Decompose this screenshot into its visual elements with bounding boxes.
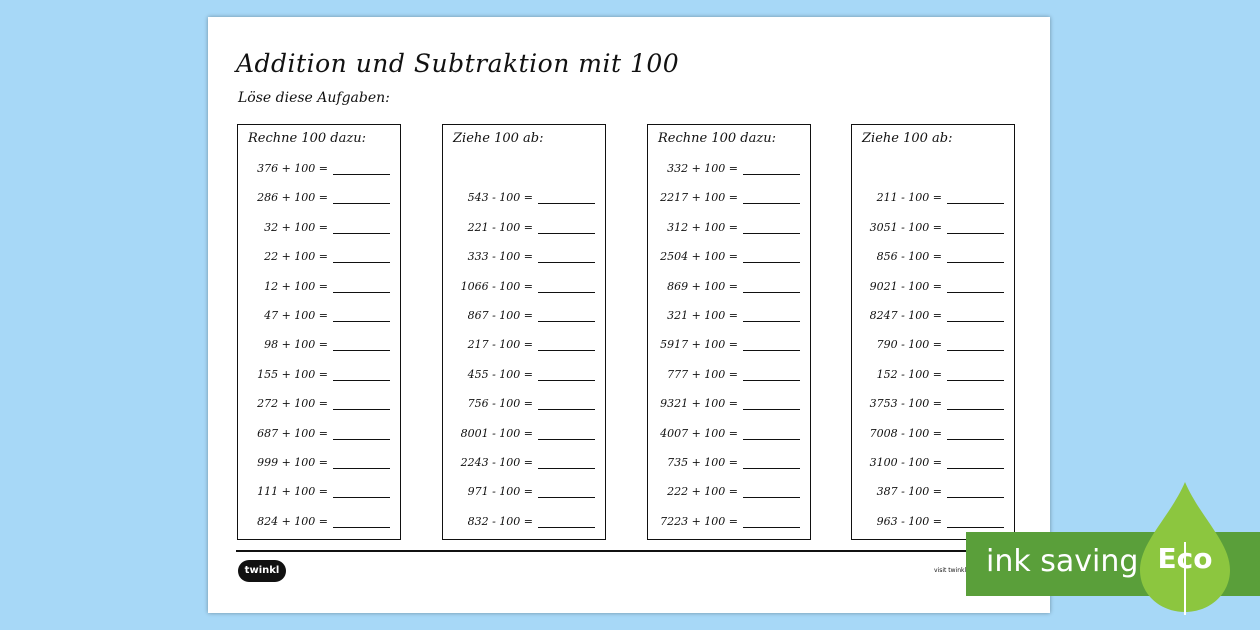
exercise-row [852, 246, 1014, 266]
exercise-expression: 2243 - 100 = [460, 456, 533, 469]
exercise-expression: 321 + 100 = [667, 309, 738, 322]
answer-line[interactable] [743, 232, 800, 234]
exercise-row [648, 423, 810, 443]
exercise-row [443, 423, 605, 443]
exercise-row [238, 481, 400, 501]
exercise-expression: 152 - 100 = [876, 367, 942, 381]
exercise-expression: 286 + 100 = [257, 191, 328, 205]
answer-line[interactable] [743, 173, 800, 175]
answer-line[interactable] [947, 291, 1004, 293]
exercise-expression: 735 + 100 = [667, 456, 738, 469]
answer-line[interactable] [333, 320, 390, 322]
exercise-row [648, 364, 810, 384]
exercise-expression: 790 - 100 = [876, 338, 942, 352]
ink-saving-label: ink saving [986, 544, 1139, 579]
worksheet-instructions: Löse diese Aufgaben: [238, 90, 390, 106]
exercise-column-2 [442, 124, 606, 540]
answer-line[interactable] [333, 467, 390, 469]
answer-line[interactable] [538, 320, 595, 322]
exercise-row [852, 334, 1014, 354]
exercise-expression: 2217 + 100 = [660, 191, 738, 205]
exercise-row [443, 276, 605, 296]
exercise-expression: 312 + 100 = [667, 220, 738, 234]
answer-line[interactable] [333, 379, 390, 381]
column-heading: Ziehe 100 ab: [453, 131, 544, 146]
exercise-expression: 3100 - 100 = [869, 456, 942, 469]
exercise-expression: 155 + 100 = [257, 367, 328, 381]
exercise-row [648, 217, 810, 237]
answer-line[interactable] [947, 467, 1004, 469]
exercise-row [852, 305, 1014, 325]
exercise-expression: 376 + 100 = [257, 162, 328, 175]
exercise-expression: 98 + 100 = [264, 338, 328, 352]
exercise-row [443, 334, 605, 354]
exercise-row [443, 393, 605, 413]
answer-line[interactable] [743, 349, 800, 351]
answer-line[interactable] [947, 232, 1004, 234]
exercise-row [648, 158, 810, 178]
exercise-row [238, 305, 400, 325]
answer-line[interactable] [538, 291, 595, 293]
answer-line[interactable] [538, 232, 595, 234]
exercise-row [238, 187, 400, 207]
exercise-expression: 687 + 100 = [257, 426, 328, 440]
exercise-column-4 [851, 124, 1015, 540]
answer-line[interactable] [538, 496, 595, 498]
exercise-expression: 8247 - 100 = [869, 309, 942, 322]
exercise-column-3 [647, 124, 811, 540]
visit-link[interactable]: visit twinkl [934, 567, 967, 574]
exercise-expression: 7008 - 100 = [869, 426, 942, 440]
exercise-expression: 999 + 100 = [257, 456, 328, 469]
exercise-expression: 9321 + 100 = [660, 397, 738, 411]
exercise-expression: 4007 + 100 = [660, 426, 738, 440]
exercise-expression: 9021 - 100 = [869, 279, 942, 293]
answer-line[interactable] [947, 379, 1004, 381]
exercise-row [238, 246, 400, 266]
exercise-row [238, 511, 400, 531]
answer-line[interactable] [947, 526, 1004, 528]
answer-line[interactable] [743, 438, 800, 440]
answer-line[interactable] [947, 496, 1004, 498]
answer-line[interactable] [333, 438, 390, 440]
exercise-row [238, 158, 400, 178]
answer-line[interactable] [538, 408, 595, 410]
column-heading: Rechne 100 dazu: [248, 131, 366, 146]
exercise-expression: 3051 - 100 = [869, 220, 942, 234]
answer-line[interactable] [743, 408, 800, 410]
exercise-row [852, 364, 1014, 384]
exercise-row [852, 217, 1014, 237]
answer-line[interactable] [333, 173, 390, 175]
exercise-row [648, 481, 810, 501]
exercise-row [443, 305, 605, 325]
answer-line[interactable] [743, 320, 800, 322]
exercise-row [238, 217, 400, 237]
answer-line[interactable] [743, 496, 800, 498]
exercise-expression: 963 - 100 = [876, 514, 942, 528]
exercise-expression: 7223 + 100 = [660, 514, 738, 528]
answer-line[interactable] [333, 496, 390, 498]
exercise-expression: 832 - 100 = [467, 514, 533, 528]
exercise-row [852, 393, 1014, 413]
exercise-row [648, 393, 810, 413]
exercise-column-1 [237, 124, 401, 540]
answer-line[interactable] [333, 202, 390, 204]
exercise-row [852, 187, 1014, 207]
exercise-row [238, 452, 400, 472]
answer-line[interactable] [743, 526, 800, 528]
exercise-row [443, 246, 605, 266]
exercise-expression: 2504 + 100 = [660, 250, 738, 264]
exercise-expression: 217 - 100 = [467, 338, 533, 352]
answer-line[interactable] [333, 526, 390, 528]
answer-line[interactable] [333, 408, 390, 410]
exercise-expression: 5917 + 100 = [660, 338, 738, 352]
answer-line[interactable] [538, 261, 595, 263]
exercise-expression: 1066 - 100 = [460, 279, 533, 293]
exercise-row [648, 305, 810, 325]
exercise-row [238, 393, 400, 413]
exercise-expression: 824 + 100 = [257, 514, 328, 528]
exercise-expression: 272 + 100 = [257, 397, 328, 411]
exercise-row [648, 511, 810, 531]
eco-label: Eco [1157, 542, 1213, 575]
exercise-expression: 756 - 100 = [467, 397, 533, 411]
answer-line[interactable] [947, 408, 1004, 410]
exercise-expression: 211 - 100 = [876, 191, 942, 205]
answer-line[interactable] [743, 467, 800, 469]
exercise-row [443, 481, 605, 501]
exercise-row [648, 334, 810, 354]
answer-line[interactable] [538, 379, 595, 381]
answer-line[interactable] [743, 291, 800, 293]
column-heading: Ziehe 100 ab: [862, 131, 953, 146]
answer-line[interactable] [743, 379, 800, 381]
exercise-expression: 387 - 100 = [876, 485, 942, 499]
answer-line[interactable] [743, 202, 800, 204]
exercise-row [852, 481, 1014, 501]
exercise-row [648, 276, 810, 296]
exercise-expression: 8001 - 100 = [460, 426, 533, 440]
answer-line[interactable] [538, 467, 595, 469]
column-heading: Rechne 100 dazu: [658, 131, 776, 146]
exercise-expression: 869 + 100 = [667, 279, 738, 293]
exercise-row [238, 364, 400, 384]
answer-line[interactable] [538, 349, 595, 351]
answer-line[interactable] [538, 438, 595, 440]
answer-line[interactable] [333, 261, 390, 263]
exercise-expression: 47 + 100 = [264, 309, 328, 322]
answer-line[interactable] [333, 349, 390, 351]
answer-line[interactable] [947, 349, 1004, 351]
exercise-expression: 971 - 100 = [467, 485, 533, 499]
answer-line[interactable] [538, 202, 595, 204]
exercise-row [238, 276, 400, 296]
exercise-row [648, 246, 810, 266]
exercise-row [648, 187, 810, 207]
worksheet-page [208, 17, 1050, 613]
exercise-expression: 543 - 100 = [467, 191, 533, 205]
exercise-row [852, 276, 1014, 296]
answer-line[interactable] [947, 438, 1004, 440]
exercise-row [443, 364, 605, 384]
exercise-expression: 333 - 100 = [467, 250, 533, 264]
answer-line[interactable] [947, 261, 1004, 263]
exercise-row [852, 511, 1014, 531]
exercise-row [443, 217, 605, 237]
exercise-expression: 856 - 100 = [876, 250, 942, 264]
worksheet-title: Addition und Subtraktion mit 100 [236, 49, 680, 78]
exercise-expression: 12 + 100 = [264, 279, 328, 293]
answer-line[interactable] [333, 291, 390, 293]
answer-line[interactable] [947, 320, 1004, 322]
answer-line[interactable] [333, 232, 390, 234]
exercise-row [648, 452, 810, 472]
exercise-row [852, 423, 1014, 443]
answer-line[interactable] [947, 202, 1004, 204]
twinkl-logo: twinkl [238, 560, 286, 582]
exercise-expression: 22 + 100 = [264, 250, 328, 264]
exercise-row [238, 423, 400, 443]
exercise-row [238, 334, 400, 354]
exercise-row [443, 511, 605, 531]
answer-line[interactable] [538, 526, 595, 528]
exercise-expression: 111 + 100 = [257, 485, 328, 499]
exercise-expression: 32 + 100 = [264, 220, 328, 234]
exercise-row [443, 187, 605, 207]
answer-line[interactable] [743, 261, 800, 263]
exercise-row [852, 452, 1014, 472]
exercise-expression: 777 + 100 = [667, 367, 738, 381]
footer-divider [236, 550, 1022, 552]
exercise-expression: 221 - 100 = [467, 220, 533, 234]
exercise-expression: 332 + 100 = [667, 162, 738, 175]
exercise-expression: 3753 - 100 = [869, 397, 942, 411]
exercise-expression: 867 - 100 = [467, 309, 533, 322]
exercise-expression: 222 + 100 = [667, 485, 738, 499]
exercise-expression: 455 - 100 = [467, 367, 533, 381]
exercise-row [443, 452, 605, 472]
